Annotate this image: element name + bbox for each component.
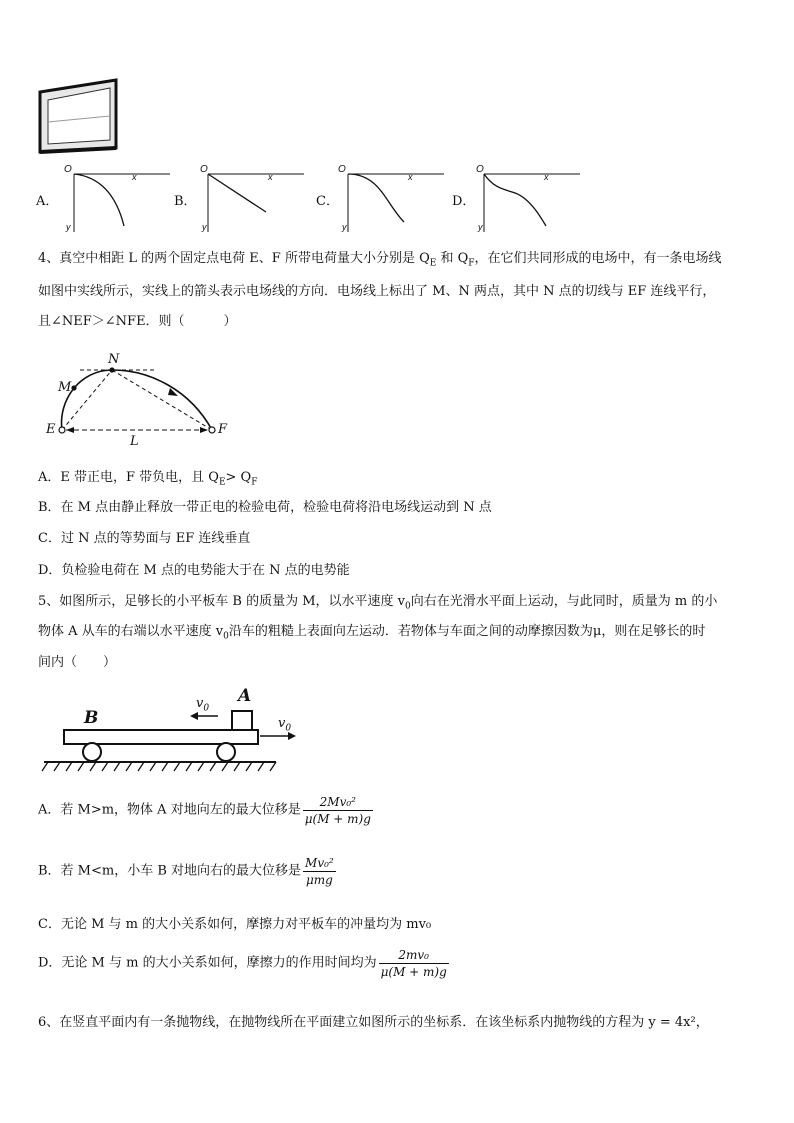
graph-b-x: x [268, 172, 273, 182]
q4-label-f: F [218, 422, 228, 437]
q6-line1: 6、在竖直平面内有一条抛物线，在抛物线所在平面建立如图所示的坐标系．在该坐标系内抛物线的方程为 y = 4x²， [38, 1015, 709, 1030]
graph-options [36, 164, 576, 234]
q4-line2: 如图中实线所示，实线上的箭头表示电场线的方向．电场线上标出了 M、N 两点，其中 N 点的切线与 EF 连线平行， [38, 284, 716, 299]
q5-cart-figure [40, 684, 310, 774]
q5-label-v-right: $v_0$ [278, 716, 292, 734]
graph-d-y: y [478, 222, 483, 232]
q4-label-m: M [58, 380, 72, 395]
q4-option-c: C．过 N 点的等势面与 EF 连线垂直 [38, 531, 251, 546]
q4-field-figure [40, 350, 240, 450]
q4-label-n: N [108, 352, 120, 367]
graph-a-x: x [132, 172, 137, 182]
graph-c-origin: O [338, 164, 346, 175]
option-c-label: C． [316, 194, 339, 209]
q5-line2: 物体 A 从车的右端以水平速度 $v_0$沿车的粗糙上表面向左运动．若物体与车面之间的动摩擦因数为μ，则在足够长的时 [38, 624, 706, 642]
graph-b-origin: O [200, 164, 208, 175]
graph-c-y: y [342, 222, 347, 232]
q4-line3: 且∠NEF＞∠NFE．则（ ） [38, 314, 237, 329]
q5-line3: 间内（ ） [38, 655, 117, 670]
q5-option-b: B．若 M<m，小车 B 对地向右的最大位移是 $\frac{\text{Mv₀²}}{\text{μmg}}$ [38, 856, 334, 887]
graph-d-x: x [544, 172, 549, 182]
q4-label-l: L [130, 434, 139, 449]
graph-c-x: x [408, 172, 413, 182]
graph-d [476, 164, 586, 234]
q4-option-d: D．负检验电荷在 M 点的电势能大于在 N 点的电势能 [38, 563, 350, 578]
q5-line1: 5、如图所示，足够长的小平板车 B 的质量为 M，以水平速度 $v_0$向右在光滑水平面上运动，与此同时，质量为 m 的小 [38, 594, 718, 612]
graph-a [62, 164, 172, 234]
graph-c [340, 164, 450, 234]
graph-b-y: y [202, 222, 207, 232]
q4-option-b: B．在 M 点由静止释放一带正电的检验电荷，检验电荷将沿电场线运动到 N 点 [38, 500, 492, 515]
graph-a-origin: O [64, 164, 72, 175]
option-a-label: A． [36, 194, 59, 209]
q4-line1: 4、真空中相距 L 的两个固定点电荷 E、F 所带电荷量大小分别是 $Q_E$ 和 $Q_F$，在它们共同形成的电场中，有一条电场线 [38, 251, 722, 269]
graph-d-origin: O [476, 164, 484, 175]
graph-b [200, 164, 310, 234]
q4-option-a: A．E 带正电，F 带负电，且 $Q_E> Q_F$ [38, 470, 258, 488]
q5-label-b: B [84, 708, 99, 728]
q4-label-e: E [46, 422, 56, 437]
q5-label-a: A [238, 686, 252, 706]
option-d-label: D． [452, 194, 476, 209]
q5-label-v-left: $v_0$ [196, 696, 210, 714]
q5-option-d: D．无论 M 与 m 的大小关系如何，摩擦力的作用时间均为 $\frac{\text{2mv₀}}{\mu(M + m)g}$ [38, 948, 447, 979]
option-b-label: B． [174, 194, 197, 209]
graph-a-y: y [66, 222, 71, 232]
q5-option-a: A．若 M>m，物体 A 对地向左的最大位移是 $\frac{\text{2Mv₀²}}{\mu(M + m)g}$ [38, 795, 371, 826]
q5-option-c: C．无论 M 与 m 的大小关系如何，摩擦力对平板车的冲量均为 mv₀ [38, 917, 432, 932]
top-figure [38, 78, 120, 154]
